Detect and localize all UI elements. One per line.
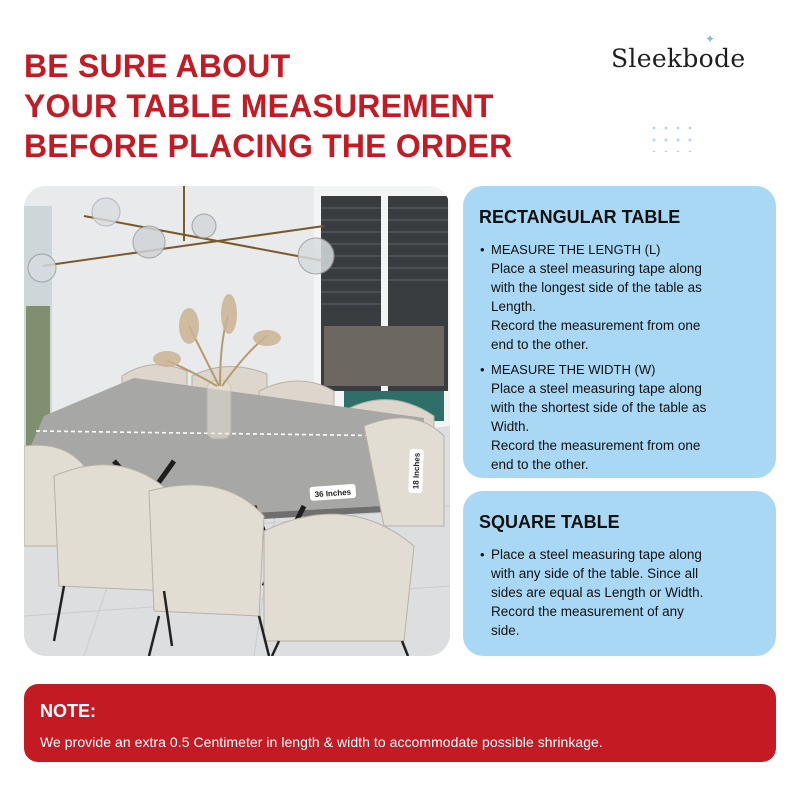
bullet-line: with the shortest side of the table as: [491, 400, 707, 415]
bullet-icon: •: [480, 362, 485, 377]
headline-line-1: BE SURE ABOUT: [24, 48, 291, 84]
bullet-icon: •: [480, 547, 485, 562]
headline: [24, 46, 584, 166]
dining-table-photo: [24, 186, 450, 656]
sparkle-icon: ✦: [705, 32, 716, 46]
note-banner: [24, 684, 776, 762]
bullet-line: with any side of the table. Since all: [491, 566, 699, 581]
measure-length-bullet: [479, 240, 760, 354]
rectangular-table-card: [463, 186, 776, 478]
bullet-line: Width.: [491, 419, 530, 434]
bullet-line: Record the measurement of any: [491, 604, 684, 619]
bullet-line: end to the other.: [491, 457, 589, 472]
measure-width-bullet: [479, 360, 760, 474]
bullet-line: end to the other.: [491, 337, 589, 352]
bullet-heading: MEASURE THE WIDTH (W): [491, 362, 656, 377]
rectangular-table-title: RECTANGULAR TABLE: [479, 207, 681, 227]
bullet-line: Record the measurement from one: [491, 318, 701, 333]
bullet-line: Place a steel measuring tape along: [491, 381, 702, 396]
width-measurement-label: 18 Inches: [411, 452, 422, 490]
bullet-line: Record the measurement from one: [491, 438, 701, 453]
bullet-line: side.: [491, 623, 520, 638]
headline-line-2: YOUR TABLE MEASUREMENT: [24, 88, 494, 124]
headline-line-3: BEFORE PLACING THE ORDER: [24, 128, 513, 164]
square-bullet: [479, 545, 760, 640]
bullet-line: with the longest side of the table as: [491, 280, 702, 295]
bullet-heading: MEASURE THE LENGTH (L): [491, 242, 661, 257]
square-table-title: SQUARE TABLE: [479, 512, 620, 532]
square-table-card: [463, 491, 776, 656]
bullet-line: Place a steel measuring tape along: [491, 261, 702, 276]
bullet-line: sides are equal as Length or Width.: [491, 585, 704, 600]
dot-grid-decoration: [648, 122, 696, 152]
bullet-line: Length.: [491, 299, 537, 314]
bullet-line: Place a steel measuring tape along: [491, 547, 702, 562]
note-text: We provide an extra 0.5 Centimeter in length & width to accommodate possible shrinkage.: [40, 734, 603, 750]
length-measurement-label: 36 Inches: [314, 487, 352, 500]
brand-logo: Sleekbode: [611, 44, 746, 73]
bullet-icon: •: [480, 242, 485, 257]
note-title: NOTE:: [40, 701, 96, 721]
